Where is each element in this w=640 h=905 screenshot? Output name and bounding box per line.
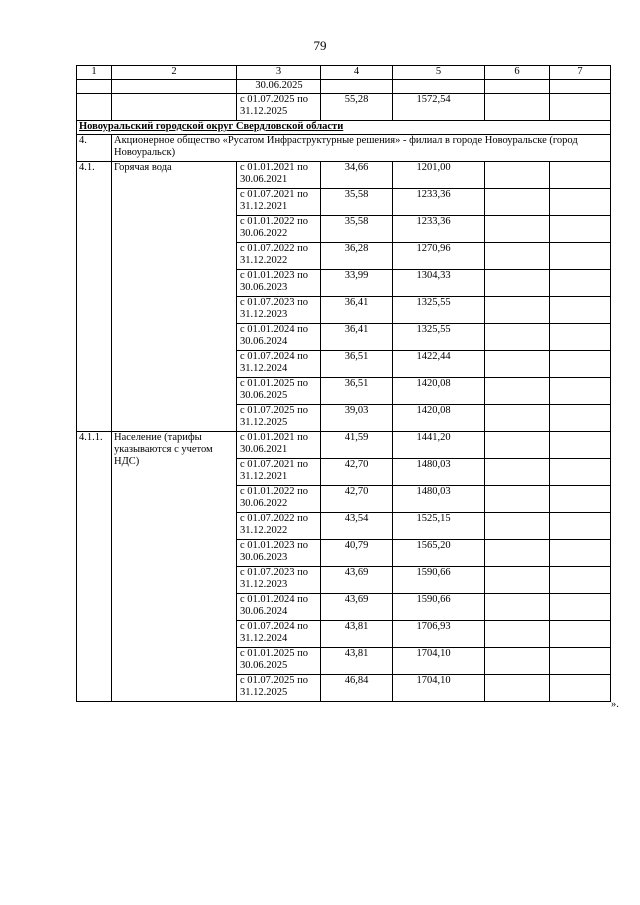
empty-cell [485, 162, 550, 189]
value-cell [393, 80, 485, 94]
empty-cell [550, 324, 611, 351]
closing-quote: ». [611, 699, 619, 710]
value-cell: 40,79 [321, 540, 393, 567]
value-cell: 1525,15 [393, 513, 485, 540]
period-cell: с 01.01.2025 по 30.06.2025 [237, 648, 321, 675]
period-cell: 30.06.2025 [237, 80, 321, 94]
table-row [77, 162, 611, 189]
org-number: 4. [77, 135, 112, 162]
empty-cell [550, 189, 611, 216]
table-row [77, 94, 611, 121]
period-cell: с 01.07.2021 по 31.12.2021 [237, 189, 321, 216]
empty-cell [550, 540, 611, 567]
value-cell: 1422,44 [393, 351, 485, 378]
section-row [77, 121, 611, 135]
value-cell: 1420,08 [393, 378, 485, 405]
period-cell: с 01.07.2022 по 31.12.2022 [237, 513, 321, 540]
value-cell: 36,28 [321, 243, 393, 270]
empty-cell [550, 351, 611, 378]
value-cell: 1706,93 [393, 621, 485, 648]
value-cell: 1565,20 [393, 540, 485, 567]
value-cell: 1325,55 [393, 324, 485, 351]
empty-cell [550, 621, 611, 648]
value-cell: 39,03 [321, 405, 393, 432]
empty-cell [485, 351, 550, 378]
value-cell: 36,51 [321, 378, 393, 405]
period-cell: с 01.01.2021 по 30.06.2021 [237, 162, 321, 189]
table-row [77, 432, 611, 459]
group-number: 4.1. [77, 162, 112, 432]
value-cell: 1590,66 [393, 594, 485, 621]
value-cell: 35,58 [321, 189, 393, 216]
empty-cell [550, 459, 611, 486]
value-cell: 1441,20 [393, 432, 485, 459]
value-cell: 36,51 [321, 351, 393, 378]
empty-cell [550, 270, 611, 297]
header-cell: 5 [393, 66, 485, 80]
header-row [77, 66, 611, 80]
empty-cell [550, 216, 611, 243]
value-cell: 36,41 [321, 297, 393, 324]
period-cell: с 01.07.2025 по 31.12.2025 [237, 94, 321, 121]
empty-cell [485, 216, 550, 243]
value-cell: 1233,36 [393, 216, 485, 243]
empty-cell [550, 486, 611, 513]
period-cell: с 01.01.2022 по 30.06.2022 [237, 486, 321, 513]
empty-cell [550, 675, 611, 702]
header-cell: 6 [485, 66, 550, 80]
header-cell: 1 [77, 66, 112, 80]
group-name: Горячая вода [112, 162, 237, 432]
period-cell: с 01.01.2023 по 30.06.2023 [237, 270, 321, 297]
value-cell [321, 80, 393, 94]
value-cell: 55,28 [321, 94, 393, 121]
period-cell: с 01.07.2023 по 31.12.2023 [237, 297, 321, 324]
page-number: 79 [313, 38, 327, 53]
value-cell: 43,69 [321, 567, 393, 594]
empty-cell [485, 270, 550, 297]
empty-cell [485, 540, 550, 567]
value-cell: 34,66 [321, 162, 393, 189]
empty-cell [485, 405, 550, 432]
value-cell: 1480,03 [393, 486, 485, 513]
period-cell: с 01.01.2022 по 30.06.2022 [237, 216, 321, 243]
empty-cell [485, 621, 550, 648]
header-cell: 2 [112, 66, 237, 80]
period-cell: с 01.07.2023 по 31.12.2023 [237, 567, 321, 594]
empty-cell [485, 594, 550, 621]
empty-cell [550, 162, 611, 189]
value-cell: 43,69 [321, 594, 393, 621]
value-cell: 43,81 [321, 648, 393, 675]
empty-cell [485, 324, 550, 351]
value-cell: 35,58 [321, 216, 393, 243]
empty-cell [550, 432, 611, 459]
empty-cell [550, 513, 611, 540]
value-cell: 1270,96 [393, 243, 485, 270]
table-row [77, 80, 611, 94]
value-cell: 42,70 [321, 459, 393, 486]
empty-cell [550, 243, 611, 270]
empty-cell [550, 648, 611, 675]
empty-cell [550, 405, 611, 432]
period-cell: с 01.07.2021 по 31.12.2021 [237, 459, 321, 486]
empty-cell [485, 432, 550, 459]
empty-cell [485, 513, 550, 540]
period-cell: с 01.01.2021 по 30.06.2021 [237, 432, 321, 459]
empty-cell [550, 378, 611, 405]
group-name: Население (тарифы указываются с учетом НДС) [112, 432, 237, 702]
value-cell: 1420,08 [393, 405, 485, 432]
period-cell: с 01.07.2024 по 31.12.2024 [237, 351, 321, 378]
empty-cell [485, 189, 550, 216]
value-cell: 1704,10 [393, 648, 485, 675]
period-cell: с 01.01.2023 по 30.06.2023 [237, 540, 321, 567]
value-cell: 1325,55 [393, 297, 485, 324]
empty-cell [550, 567, 611, 594]
empty-cell [550, 297, 611, 324]
value-cell: 42,70 [321, 486, 393, 513]
tariff-table [76, 65, 611, 702]
value-cell: 1201,00 [393, 162, 485, 189]
value-cell: 1704,10 [393, 675, 485, 702]
org-name: Акционерное общество «Русатом Инфраструктурные решения» - филиал в городе Новоуральске (город Новоуральск) [112, 135, 611, 162]
empty-cell [485, 648, 550, 675]
value-cell: 1572,54 [393, 94, 485, 121]
value-cell: 1590,66 [393, 567, 485, 594]
empty-cell [485, 297, 550, 324]
period-cell: с 01.01.2024 по 30.06.2024 [237, 594, 321, 621]
value-cell: 1233,36 [393, 189, 485, 216]
empty-cell [485, 459, 550, 486]
value-cell: 41,59 [321, 432, 393, 459]
value-cell: 1480,03 [393, 459, 485, 486]
header-cell: 4 [321, 66, 393, 80]
value-cell: 36,41 [321, 324, 393, 351]
period-cell: с 01.07.2024 по 31.12.2024 [237, 621, 321, 648]
header-cell: 7 [550, 66, 611, 80]
period-cell: с 01.07.2022 по 31.12.2022 [237, 243, 321, 270]
org-row [77, 135, 611, 162]
header-cell: 3 [237, 66, 321, 80]
section-title: Новоуральский городской округ Свердловской области [77, 121, 611, 135]
period-cell: с 01.01.2025 по 30.06.2025 [237, 378, 321, 405]
empty-cell [485, 675, 550, 702]
value-cell: 1304,33 [393, 270, 485, 297]
period-cell: с 01.07.2025 по 31.12.2025 [237, 405, 321, 432]
value-cell: 43,54 [321, 513, 393, 540]
empty-cell [485, 567, 550, 594]
value-cell: 33,99 [321, 270, 393, 297]
period-cell: с 01.01.2024 по 30.06.2024 [237, 324, 321, 351]
period-cell: с 01.07.2025 по 31.12.2025 [237, 675, 321, 702]
group-number: 4.1.1. [77, 432, 112, 702]
empty-cell [485, 486, 550, 513]
empty-cell [550, 594, 611, 621]
empty-cell [485, 378, 550, 405]
empty-cell [485, 243, 550, 270]
value-cell: 46,84 [321, 675, 393, 702]
value-cell: 43,81 [321, 621, 393, 648]
